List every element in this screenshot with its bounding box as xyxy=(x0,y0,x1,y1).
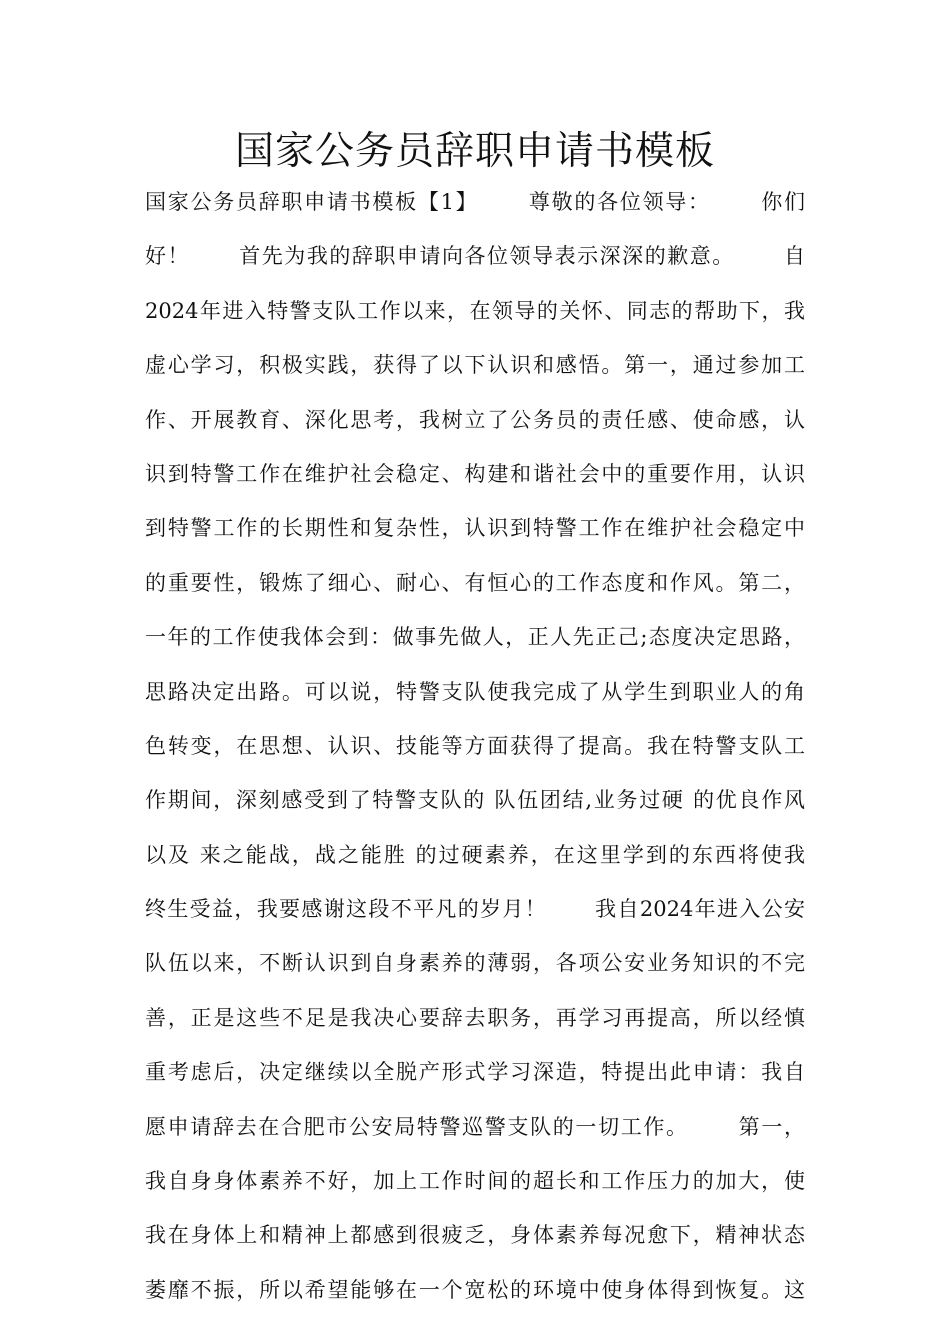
body-line: 识到特警工作在维护社会稳定、构建和谐社会中的重要作用，认识 xyxy=(145,461,805,486)
body-line: 萎靡不振，所以希望能够在一个宽松的环境中使身体得到恢复。这 xyxy=(145,1277,805,1302)
body-line: 我在身体上和精神上都感到很疲乏，身体素养每况愈下，精神状态 xyxy=(145,1223,805,1248)
body-line: 的重要性，锻炼了细心、耐心、有恒心的工作态度和作风。第二， xyxy=(145,570,805,595)
body-line: 我自身身体素养不好，加上工作时间的超长和工作压力的加大，使 xyxy=(145,1169,805,1194)
body-line: 终生受益，我要感谢这段不平凡的岁月！ 我自2024年进入公安 xyxy=(145,897,805,922)
body-line: 队伍以来，不断认识到自身素养的薄弱，各项公安业务知识的不完 xyxy=(145,951,805,976)
body-line: 愿申请辞去在合肥市公安局特警巡警支队的一切工作。 第一， xyxy=(145,1114,805,1139)
body-line: 作、开展教育、深化思考，我树立了公务员的责任感、使命感，认 xyxy=(145,407,805,432)
body-line: 色转变，在思想、认识、技能等方面获得了提高。我在特警支队工 xyxy=(145,733,805,758)
body-line: 国家公务员辞职申请书模板【1】 尊敬的各位领导： 你们 xyxy=(145,190,805,214)
body-line: 以及 来之能战，战之能胜 的过硬素养，在这里学到的东西将使我 xyxy=(145,842,805,867)
body-line: 作期间，深刻感受到了特警支队的 队伍团结,业务过硬 的优良作风 xyxy=(145,788,805,813)
body-line: 到特警工作的长期性和复杂性，认识到特警工作在维护社会稳定中 xyxy=(145,516,805,541)
body-line: 思路决定出路。可以说，特警支队使我完成了从学生到职业人的角 xyxy=(145,679,805,704)
document-title: 国家公务员辞职申请书模板 xyxy=(234,129,715,174)
body-line: 重考虑后，决定继续以全脱产形式学习深造，特提出此申请：我自 xyxy=(145,1060,805,1085)
document-body xyxy=(145,175,805,1317)
body-line: 好！ 首先为我的辞职申请向各位领导表示深深的歉意。 自 xyxy=(145,244,805,269)
body-line: 2024年进入特警支队工作以来，在领导的关怀、同志的帮助下，我 xyxy=(145,298,805,323)
body-line: 虚心学习，积极实践，获得了以下认识和感悟。第一，通过参加工 xyxy=(145,353,805,378)
body-line: 善，正是这些不足是我决心要辞去职务，再学习再提高，所以经慎 xyxy=(145,1005,805,1030)
body-line: 一年的工作使我体会到：做事先做人，正人先正己;态度决定思路， xyxy=(145,625,805,650)
